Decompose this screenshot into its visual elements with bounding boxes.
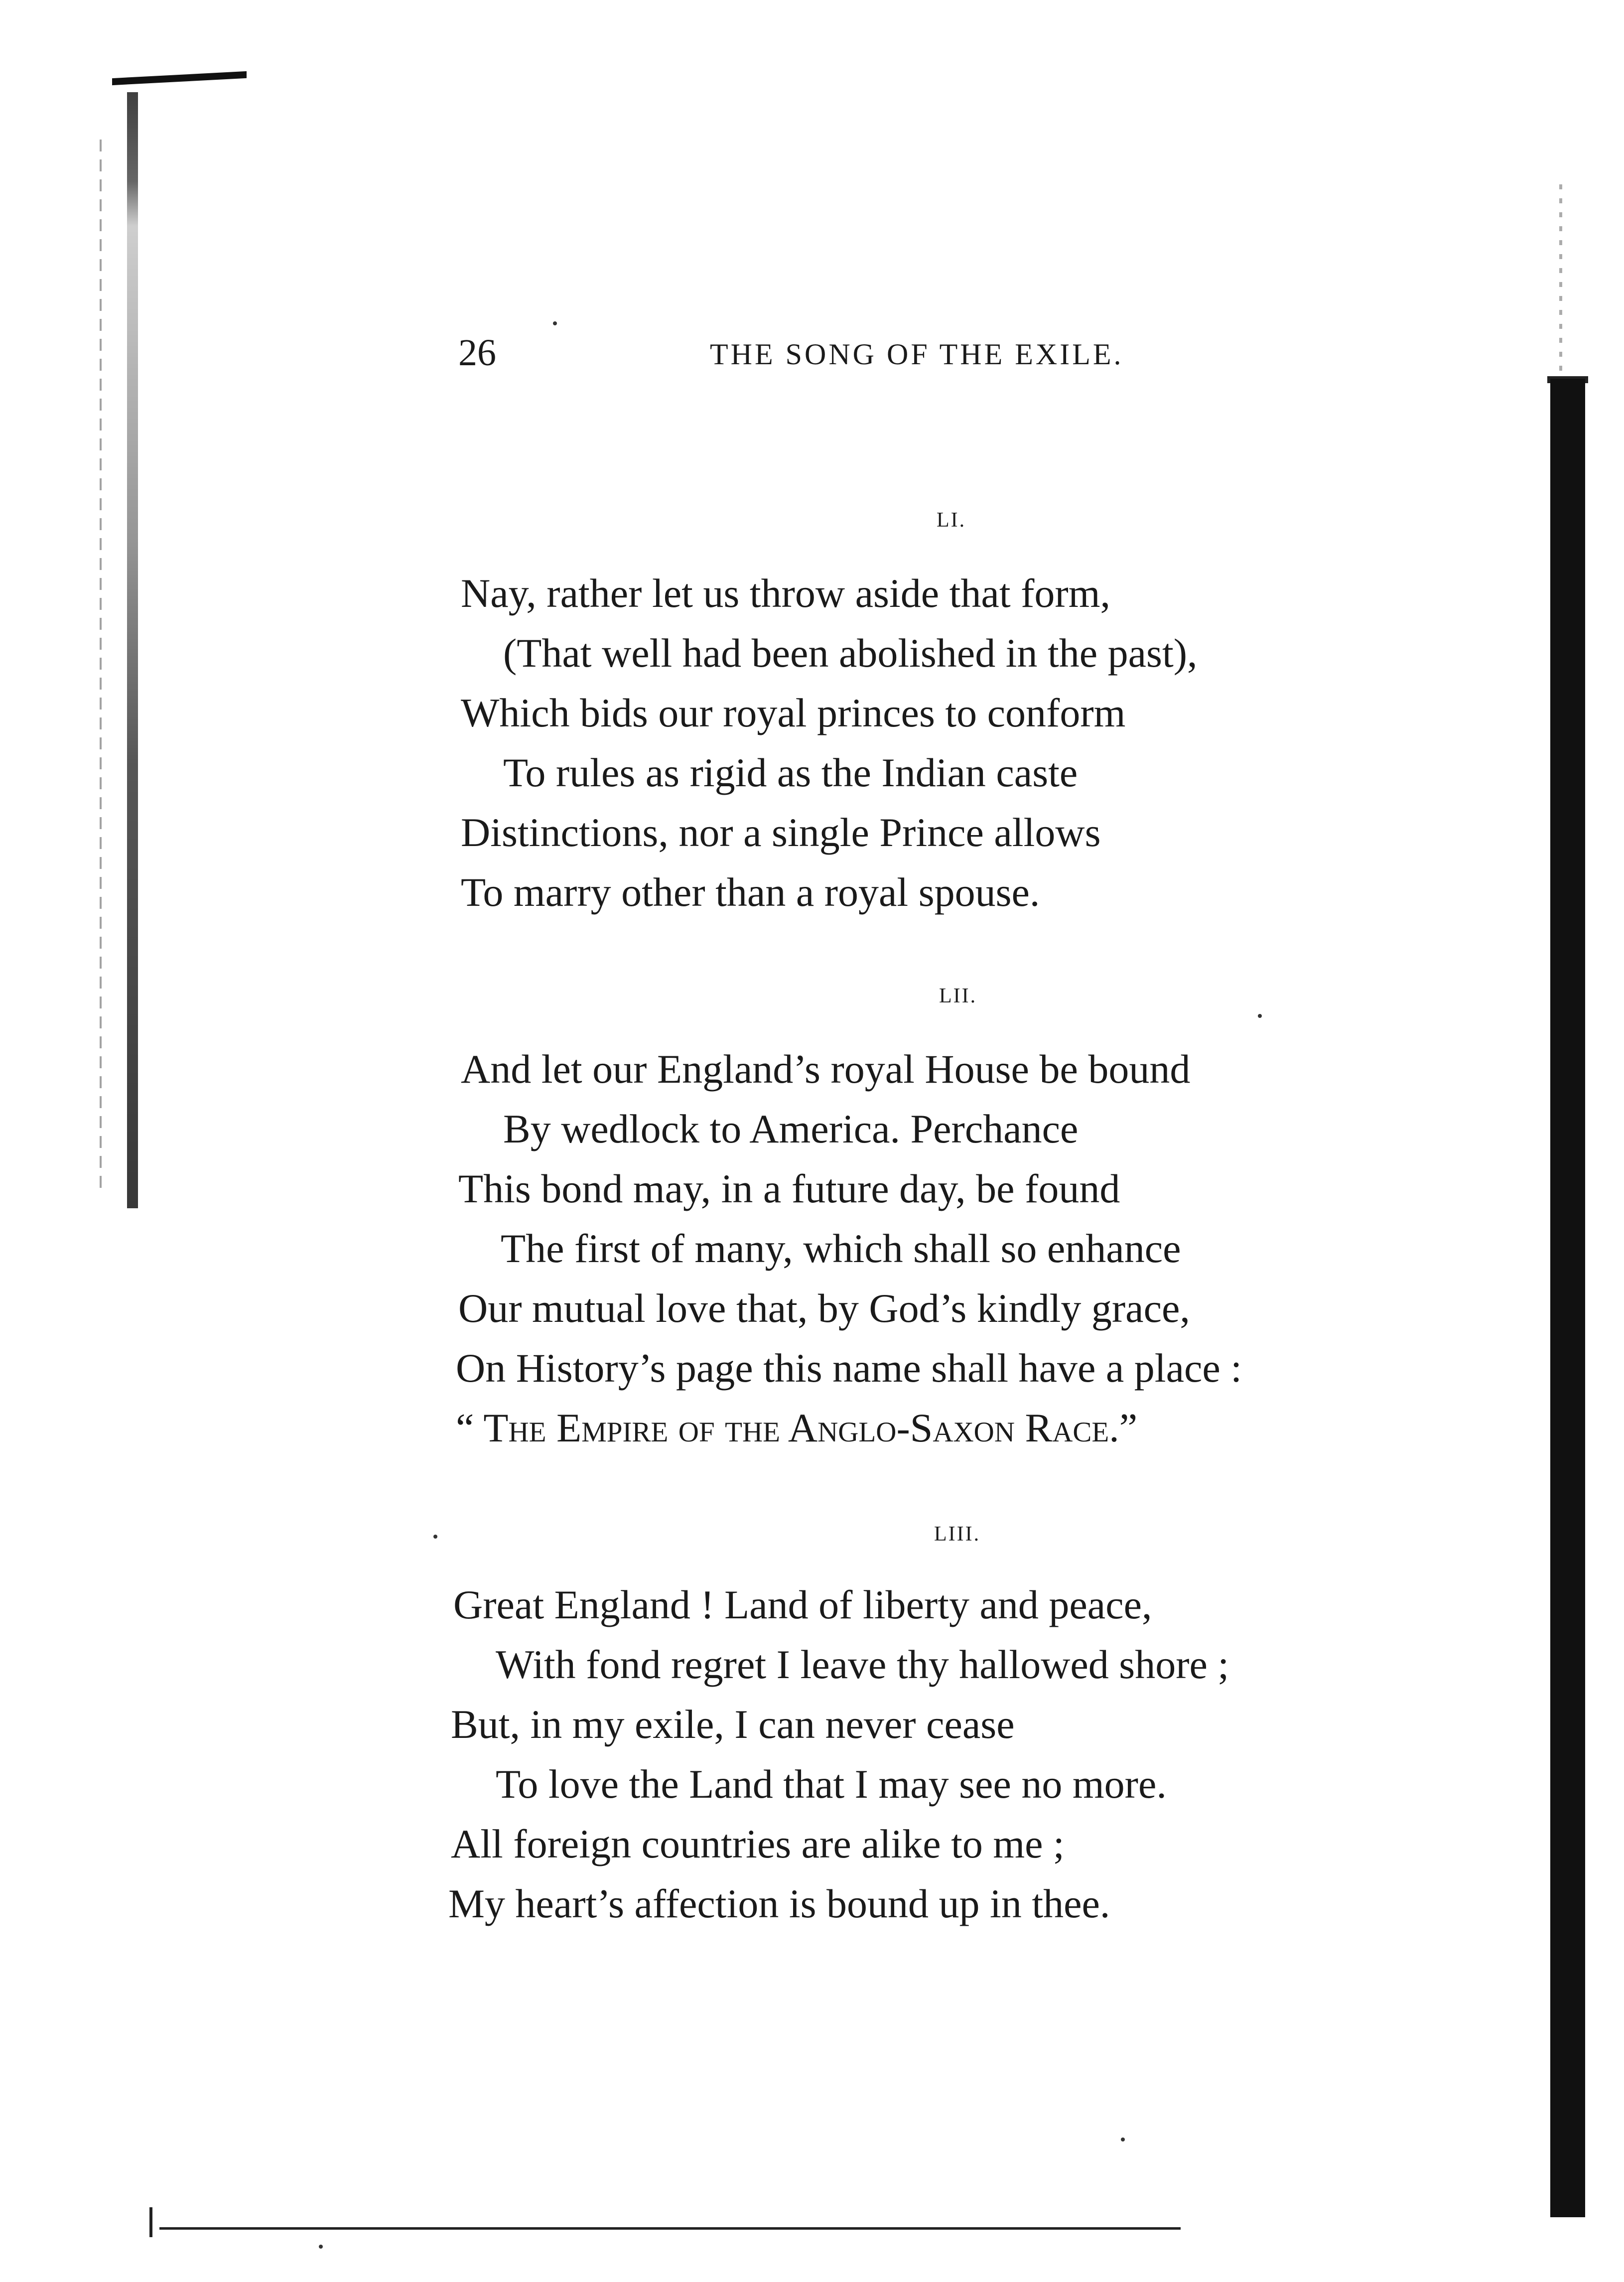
- verse-line: Our mutual love that, by God’s kindly grace,: [458, 1285, 1190, 1331]
- verse-line: Which bids our royal princes to conform: [461, 690, 1126, 735]
- running-head: [458, 331, 1235, 386]
- scan-edge-mark: [112, 71, 247, 85]
- verse-line: (That well had been abolished in the past),: [503, 630, 1198, 676]
- verse-line: All foreign countries are alike to me ;: [451, 1821, 1065, 1866]
- stanza-numeral: LIII.: [934, 1523, 981, 1546]
- verse-line: To love the Land that I may see no more.: [496, 1761, 1167, 1807]
- speck: [319, 2245, 323, 2249]
- verse-line: To marry other than a royal spouse.: [461, 869, 1040, 915]
- stanza-numeral: LII.: [939, 985, 977, 1007]
- verse-line: But, in my exile, I can never cease: [451, 1702, 1015, 1747]
- verse-line: Nay, rather let us throw aside that form,: [461, 570, 1110, 616]
- stanza-numeral: LI.: [937, 509, 966, 532]
- speck: [1258, 1014, 1262, 1018]
- scan-edge-dots: [1559, 184, 1562, 374]
- speck: [1121, 2138, 1125, 2141]
- verse-line: On History’s page this name shall have a place :: [456, 1345, 1242, 1391]
- running-title: THE SONG OF THE EXILE.: [710, 338, 1124, 371]
- verse-line: Distinctions, nor a single Prince allows: [461, 810, 1101, 855]
- verse-line: With fond regret I leave thy hallowed shore ;: [496, 1642, 1229, 1687]
- verse-line: “ The Empire of the Anglo-Saxon Race.”: [456, 1405, 1138, 1450]
- page-number: 26: [458, 332, 496, 374]
- scan-corner-mark: [149, 2207, 152, 2237]
- scan-gutter-right: [1550, 379, 1585, 2217]
- verse-line: To rules as rigid as the Indian caste: [503, 750, 1078, 795]
- verse-line: The first of many, which shall so enhance: [501, 1226, 1181, 1271]
- scan-bottom-rule: [159, 2227, 1181, 2230]
- speck: [433, 1535, 437, 1539]
- verse-line: By wedlock to America. Perchance: [503, 1106, 1079, 1151]
- speck: [553, 321, 557, 325]
- scan-gutter-left: [127, 92, 138, 1208]
- scan-gutter-dashes: [100, 140, 102, 1196]
- verse-line: And let our England’s royal House be bound: [461, 1046, 1191, 1092]
- verse-line: This bond may, in a future day, be found: [458, 1166, 1120, 1211]
- verse-line: My heart’s affection is bound up in thee.: [448, 1881, 1110, 1926]
- verse-line: Great England ! Land of liberty and peace,: [453, 1582, 1152, 1627]
